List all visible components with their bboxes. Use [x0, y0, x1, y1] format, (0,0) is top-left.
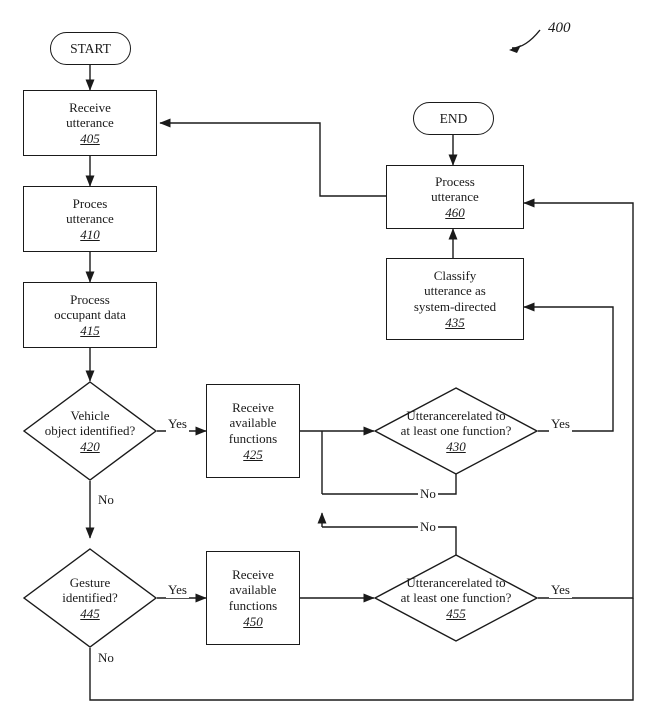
node-450-line2: available — [229, 582, 277, 598]
figure-number: 400 — [548, 20, 571, 36]
node-455-ref: 455 — [446, 606, 466, 622]
node-405-line1: Receive — [69, 99, 111, 115]
node-445-line1: Gesture — [69, 574, 111, 590]
node-460-line2: utterance — [431, 188, 479, 204]
node-435-line2: utterance as — [424, 283, 486, 299]
node-435-ref: 435 — [445, 314, 465, 330]
node-420-line1: Vehicle — [70, 407, 110, 423]
node-start-label: START — [70, 40, 111, 56]
node-gesture-identified-445 — [23, 548, 157, 648]
node-420-line2: object identified? — [44, 422, 136, 438]
node-435-line3: system-directed — [413, 298, 497, 314]
node-start — [50, 32, 131, 65]
node-end — [413, 102, 494, 135]
node-405-line2: utterance — [66, 114, 114, 130]
node-receive-available-functions-425 — [206, 384, 300, 478]
node-end-label: END — [439, 110, 468, 126]
node-435-line1: Classify — [433, 267, 477, 283]
node-410-line2: utterance — [66, 210, 114, 226]
node-455-line2: at least one function? — [400, 589, 512, 605]
edge-label-no-420: No — [98, 492, 114, 507]
node-415-line1: Process — [70, 291, 110, 307]
node-450-ref: 450 — [243, 613, 263, 629]
node-410-ref: 410 — [80, 227, 100, 243]
node-425-line3: functions — [228, 430, 278, 446]
edge-label-yes-445: Yes — [168, 582, 187, 597]
node-process-utterance-460 — [386, 165, 524, 229]
node-415-line2: occupant data — [54, 306, 126, 322]
node-425-ref: 425 — [243, 446, 263, 462]
node-425-line2: available — [229, 415, 277, 431]
node-455-line1: Utterancerelated to — [406, 574, 506, 590]
node-receive-utterance-405 — [23, 90, 157, 156]
node-receive-available-functions-450 — [206, 551, 300, 645]
node-vehicle-object-identified-420 — [23, 381, 157, 481]
node-450-line1: Receive — [232, 566, 274, 582]
node-415-ref: 415 — [80, 323, 100, 339]
node-450-line3: functions — [228, 597, 278, 613]
node-445-line2: identified? — [62, 589, 118, 605]
node-460-line1: Process — [435, 173, 475, 189]
node-405-ref: 405 — [80, 131, 100, 147]
node-classify-utterance-435 — [386, 258, 524, 340]
node-proces-utterance-410 — [23, 186, 157, 252]
node-460-ref: 460 — [445, 205, 465, 221]
node-utterance-related-455 — [374, 554, 538, 642]
node-430-line2: at least one function? — [400, 422, 512, 438]
node-410-line1: Proces — [72, 195, 108, 211]
edge-label-yes-455: Yes — [551, 582, 570, 597]
node-425-line1: Receive — [232, 399, 274, 415]
node-utterance-related-430 — [374, 387, 538, 475]
node-430-line1: Utterancerelated to — [406, 407, 506, 423]
edge-label-no-430: No — [420, 486, 436, 501]
node-420-ref: 420 — [80, 439, 100, 455]
node-430-ref: 430 — [446, 439, 466, 455]
edge-label-yes-430: Yes — [551, 416, 570, 431]
edge-label-yes-420: Yes — [168, 416, 187, 431]
edge-label-no-445: No — [98, 650, 114, 665]
node-process-occupant-data-415 — [23, 282, 157, 348]
node-445-ref: 445 — [80, 606, 100, 622]
edge-label-no-455: No — [420, 519, 436, 534]
